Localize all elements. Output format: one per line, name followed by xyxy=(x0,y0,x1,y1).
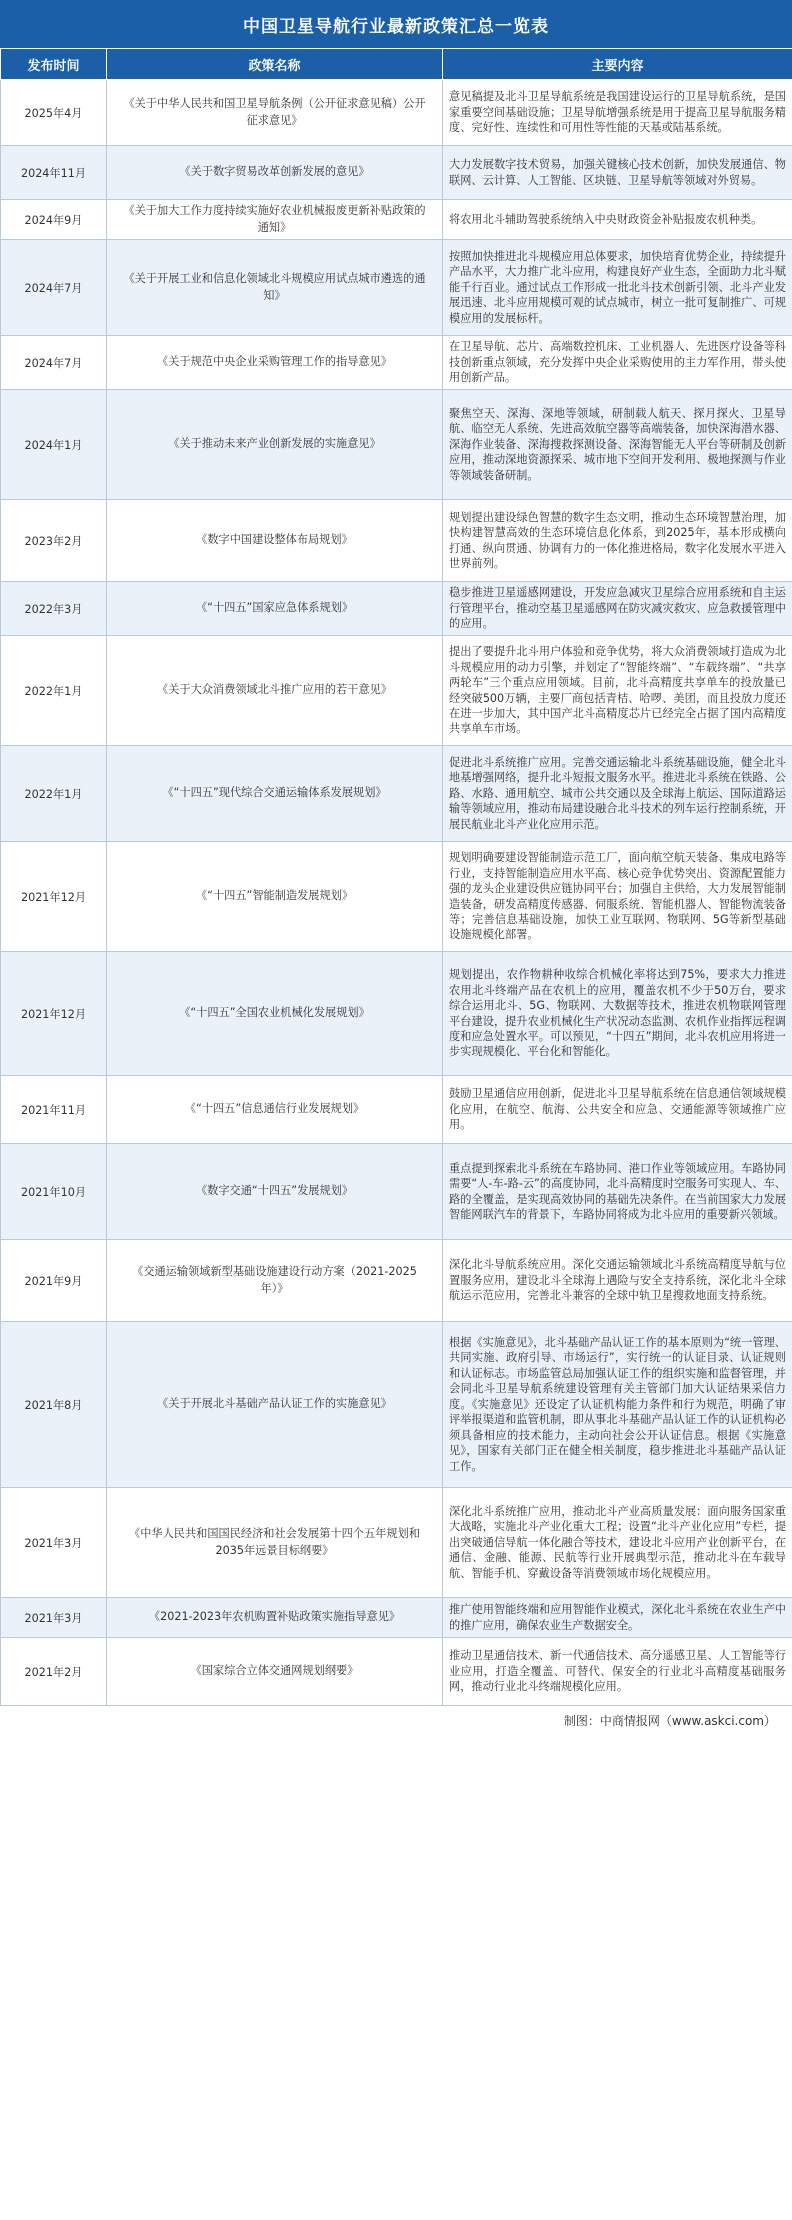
cell-policy-name: 《国家综合立体交通网规划纲要》 xyxy=(107,1638,443,1706)
table-row xyxy=(1,1598,792,1638)
cell-content: 意见稿提及北斗卫星导航系统是我国建设运行的卫星导航系统，是国家重要空间基础设施；卫星导航增强系统是用于提高卫星导航服务精度、完好性、连续性和可用性等性能的天基或陆基系统。 xyxy=(443,80,792,146)
cell-content: 推广使用智能终端和应用智能作业模式，深化北斗系统在农业生产中的推广应用，确保农业生产数据安全。 xyxy=(443,1598,792,1638)
cell-content: 根据《实施意见》，北斗基础产品认证工作的基本原则为“统一管理、共同实施、政府引导、市场运行”，实行统一的认证目录、认证规则和认证标志。市场监管总局加强认证工作的组织实施和监督管理，并会同北斗卫星导航系统建设管理有关主管部门加大认证结果采信力度。《实施意见》还设定了认证机构能力条件和行为规范，明确了审评举报渠道和监管机制，即从事北斗基础产品认证工作的认证机构必须具备相应的技术能力，主动向社会公开认证信息。根据《实施意见》，国家有关部门正在健全相关制度，稳步推进北斗基础产品认证工作。 xyxy=(443,1322,792,1488)
header-name: 政策名称 xyxy=(107,49,443,80)
cell-policy-name: 《“十四五”全国农业机械化发展规划》 xyxy=(107,952,443,1076)
cell-content: 规划明确要建设智能制造示范工厂，面向航空航天装备、集成电路等行业，支持智能制造应用水平高、核心竞争优势突出、资源配置能力强的龙头企业建设供应链协同平台；加强自主供给，大力发展智能制造装备，研发高精度传感器、伺服系统、智能机器人、智能物流装备等；完善信息基础设施，加快工业互联网、物联网、5G等新型基础设施规模化部署。 xyxy=(443,842,792,952)
cell-policy-name: 《“十四五”智能制造发展规划》 xyxy=(107,842,443,952)
table-row xyxy=(1,842,792,952)
cell-content: 聚焦空天、深海、深地等领域，研制载人航天、探月探火、卫星导航、临空无人系统、先进高效航空器等高端装备，加快深海潜水器、深海作业装备、深海搜救探测设备、深海智能无人平台等研制及创新应用，推动深地资源探采、城市地下空间开发利用、极地探测与作业等领域装备研制。 xyxy=(443,390,792,500)
header-content: 主要内容 xyxy=(443,49,792,80)
cell-date: 2024年9月 xyxy=(1,200,107,240)
cell-content: 提出了要提升北斗用户体验和竞争优势，将大众消费领域打造成为北斗规模应用的动力引擎，并划定了“智能终端”、“车载终端”、“共享两轮车”三个重点应用领域。目前，北斗高精度共享单车的投放量已经突破500万辆，主要厂商包括青桔、哈啰、美团，而且投放力度还在进一步加大，其中国产北斗高精度芯片已经完全占据了国内高精度共享单车市场。 xyxy=(443,636,792,746)
cell-content: 按照加快推进北斗规模应用总体要求，加快培育优势企业，持续提升产品水平，大力推广北斗应用，构建良好产业生态，全面助力北斗赋能千行百业。通过试点工作形成一批北斗技术创新引领、北斗产业发展迅速、北斗应用规模可观的试点城市，树立一批可复制推广、可规模应用的发展标杆。 xyxy=(443,240,792,336)
cell-date: 2021年12月 xyxy=(1,842,107,952)
cell-policy-name: 《中华人民共和国国民经济和社会发展第十四个五年规划和2035年远景目标纲要》 xyxy=(107,1488,443,1598)
table-row xyxy=(1,1240,792,1322)
cell-date: 2024年11月 xyxy=(1,146,107,200)
cell-policy-name: 《关于数字贸易改革创新发展的意见》 xyxy=(107,146,443,200)
source-credit: 制图：中商情报网（www.askci.com） xyxy=(563,1714,776,1728)
cell-date: 2022年1月 xyxy=(1,746,107,842)
table-row xyxy=(1,1144,792,1240)
cell-content: 重点提到探索北斗系统在车路协同、港口作业等领域应用。车路协同需要“人-车-路-云”的高度协同，北斗高精度时空服务可实现人、车、路的全覆盖，是实现高效协同的基础先决条件。在当前国家大力发展智能网联汽车的背景下，车路协同将成为北斗应用的重要新兴领域。 xyxy=(443,1144,792,1240)
cell-policy-name: 《“十四五”国家应急体系规划》 xyxy=(107,582,443,636)
cell-content: 稳步推进卫星遥感网建设，开发应急减灾卫星综合应用系统和自主运行管理平台，推动空基卫星遥感网在防灾减灾救灾、应急救援管理中的应用。 xyxy=(443,582,792,636)
cell-date: 2022年1月 xyxy=(1,636,107,746)
cell-content: 将农用北斗辅助驾驶系统纳入中央财政资金补贴报废农机种类。 xyxy=(443,200,792,240)
cell-date: 2022年3月 xyxy=(1,582,107,636)
policy-table xyxy=(0,48,792,1706)
cell-date: 2024年7月 xyxy=(1,240,107,336)
table-row xyxy=(1,500,792,582)
cell-policy-name: 《数字交通“十四五”发展规划》 xyxy=(107,1144,443,1240)
cell-policy-name: 《数字中国建设整体布局规划》 xyxy=(107,500,443,582)
table-row xyxy=(1,952,792,1076)
cell-policy-name: 《关于加大工作力度持续实施好农业机械报废更新补贴政策的通知》 xyxy=(107,200,443,240)
cell-date: 2021年10月 xyxy=(1,1144,107,1240)
table-row xyxy=(1,200,792,240)
table-row xyxy=(1,336,792,390)
cell-content: 鼓励卫星通信应用创新，促进北斗卫星导航系统在信息通信领域规模化应用，在航空、航海、公共安全和应急、交通能源等领域推广应用。 xyxy=(443,1076,792,1144)
table-row xyxy=(1,390,792,500)
table-row xyxy=(1,636,792,746)
cell-policy-name: 《关于开展北斗基础产品认证工作的实施意见》 xyxy=(107,1322,443,1488)
table-row xyxy=(1,1638,792,1706)
cell-content: 促进北斗系统推广应用。完善交通运输北斗系统基础设施，健全北斗地基增强网络，提升北斗短报文服务水平。推进北斗系统在铁路、公路、水路、通用航空、城市公共交通以及全球海上航运、国际道路运输等领域应用，推动布局建设融合北斗技术的列车运行控制系统，开展民航业北斗产业化应用示范。 xyxy=(443,746,792,842)
cell-content: 大力发展数字技术贸易，加强关键核心技术创新，加快发展通信、物联网、云计算、人工智能、区块链、卫星导航等领域对外贸易。 xyxy=(443,146,792,200)
cell-content: 深化北斗导航系统应用。深化交通运输领域北斗系统高精度导航与位置服务应用，建设北斗全球海上遇险与安全支持系统，深化北斗全球航运示范应用，完善北斗兼容的全球中轨卫星搜救地面支持系统。 xyxy=(443,1240,792,1322)
cell-policy-name: 《交通运输领域新型基础设施建设行动方案（2021-2025年）》 xyxy=(107,1240,443,1322)
cell-date: 2021年8月 xyxy=(1,1322,107,1488)
cell-date: 2021年11月 xyxy=(1,1076,107,1144)
cell-content: 推动卫星通信技术、新一代通信技术、高分遥感卫星、人工智能等行业应用，打造全覆盖、可替代、保安全的行业北斗高精度基础服务网，推动行业北斗终端规模化应用。 xyxy=(443,1638,792,1706)
table-header-row xyxy=(1,49,792,80)
cell-policy-name: 《关于大众消费领域北斗推广应用的若干意见》 xyxy=(107,636,443,746)
table-row xyxy=(1,1076,792,1144)
cell-date: 2021年2月 xyxy=(1,1638,107,1706)
table-row xyxy=(1,146,792,200)
cell-date: 2023年2月 xyxy=(1,500,107,582)
table-row xyxy=(1,240,792,336)
cell-date: 2024年1月 xyxy=(1,390,107,500)
cell-date: 2021年9月 xyxy=(1,1240,107,1322)
cell-policy-name: 《关于推动未来产业创新发展的实施意见》 xyxy=(107,390,443,500)
table-row xyxy=(1,1322,792,1488)
cell-content: 规划提出建设绿色智慧的数字生态文明，推动生态环境智慧治理，加快构建智慧高效的生态环境信息化体系，到2025年，基本形成横向打通、纵向贯通、协调有力的一体化推进格局，数字化发展水平进入世界前列。 xyxy=(443,500,792,582)
cell-content: 规划提出，农作物耕种收综合机械化率将达到75%，要求大力推进农用北斗终端产品在农机上的应用，覆盖农机不少于50万台，要求综合运用北斗、5G、物联网、大数据等技术，推进农机物联网管理平台建设，提升农业机械化生产状况动态监测、农机作业指挥远程调度和应急处置水平。可以预见，“十四五”期间，北斗农机应用将进一步实现规模化、平台化和智能化。 xyxy=(443,952,792,1076)
cell-date: 2021年12月 xyxy=(1,952,107,1076)
header-date: 发布时间 xyxy=(1,49,107,80)
cell-policy-name: 《关于开展工业和信息化领域北斗规模应用试点城市遴选的通知》 xyxy=(107,240,443,336)
cell-date: 2025年4月 xyxy=(1,80,107,146)
cell-date: 2024年7月 xyxy=(1,336,107,390)
cell-policy-name: 《“十四五”现代综合交通运输体系发展规划》 xyxy=(107,746,443,842)
table-title: 中国卫星导航行业最新政策汇总一览表 xyxy=(0,0,792,48)
cell-policy-name: 《关于规范中央企业采购管理工作的指导意见》 xyxy=(107,336,443,390)
cell-date: 2021年3月 xyxy=(1,1488,107,1598)
cell-content: 深化北斗系统推广应用，推动北斗产业高质量发展：面向服务国家重大战略，实施北斗产业化重大工程；设置“北斗产业化应用”专栏，提出突破通信导航一体化融合等技术，建设北斗应用产业创新平台，在通信、金融、能源、民航等行业开展典型示范，推动北斗在车载导航、智能手机、穿戴设备等消费领域市场化规模应用。 xyxy=(443,1488,792,1598)
cell-policy-name: 《“十四五”信息通信行业发展规划》 xyxy=(107,1076,443,1144)
table-row xyxy=(1,1488,792,1598)
cell-policy-name: 《2021-2023年农机购置补贴政策实施指导意见》 xyxy=(107,1598,443,1638)
table-row xyxy=(1,80,792,146)
table-row xyxy=(1,582,792,636)
cell-policy-name: 《关于中华人民共和国卫星导航条例（公开征求意见稿）公开征求意见》 xyxy=(107,80,443,146)
cell-content: 在卫星导航、芯片、高端数控机床、工业机器人、先进医疗设备等科技创新重点领域，充分发挥中央企业采购使用的主力军作用，带头使用创新产品。 xyxy=(443,336,792,390)
cell-date: 2021年3月 xyxy=(1,1598,107,1638)
table-row xyxy=(1,746,792,842)
